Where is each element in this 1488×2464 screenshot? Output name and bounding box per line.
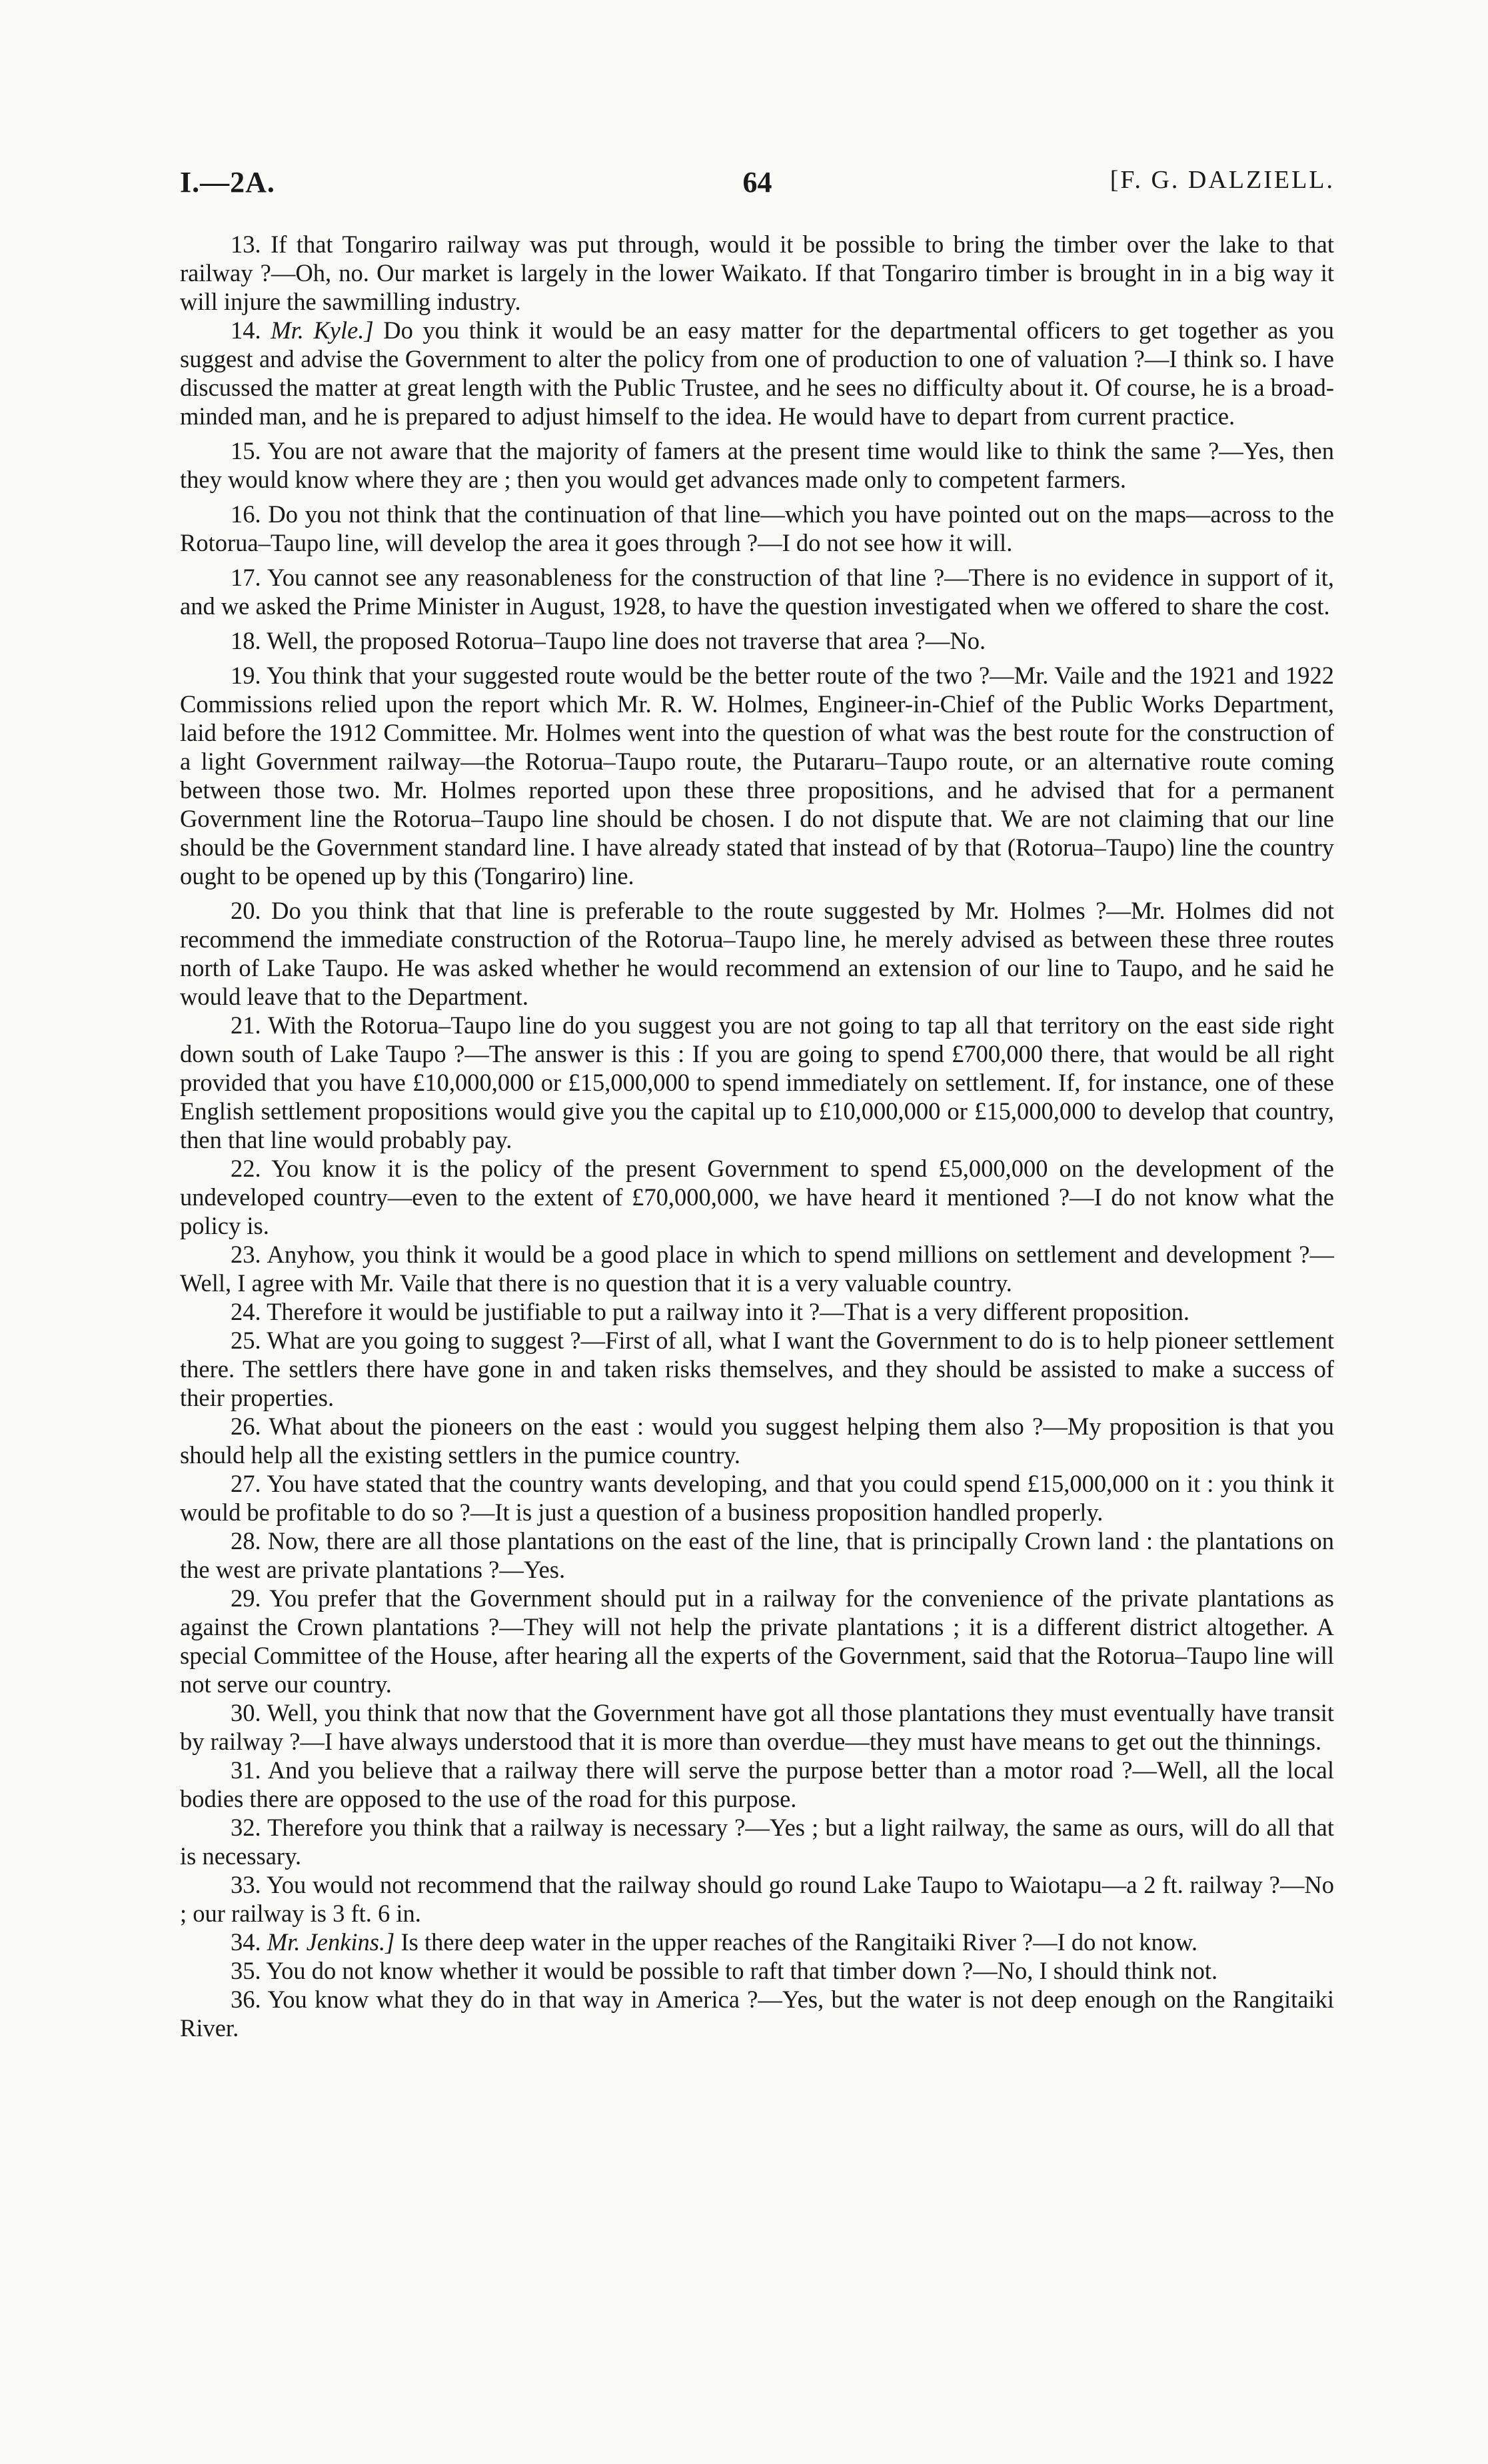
question-text: You have stated that the country wants developing, and that you could spend £15,000,000 on it : you think it would be profitable to do so ?—It is just a question of a business proposition handled properly.	[180, 1470, 1334, 1526]
question-text: You think that your suggested route would be the better route of the two ?—Mr. Vaile and the 1921 and 1922 Commissions relied upon the report which Mr. R. W. Holmes, Engineer-in-Chief of the Public Works Department, laid before the 1912 Committee. Mr. Holmes went into the question of what was the best route for the construction of a light Government railway—the Rotorua–Taupo route, the Putararu–Taupo route, or an alternative route coming between those two. Mr. Holmes reported upon these three propositions, and he advised that for a permanent Government line the Rotorua–Taupo line should be chosen. I do not dispute that. We are not claiming that our line should be the Government standard line. I have already stated that instead of by that (Rotorua–Taupo) line the country ought to be opened up by this (Tongariro) line.	[180, 662, 1334, 890]
question-text: You do not know whether it would be possible to raft that timber down ?—No, I should think not.	[266, 1957, 1218, 1984]
question-paragraph	[180, 1813, 1334, 1870]
question-paragraph	[180, 1412, 1334, 1469]
question-number: 15.	[231, 437, 261, 464]
question-text: Well, you think that now that the Government have got all those plantations they must eventually have transit by railway ?—I have always understood that it is more than overdue—they must have means to get out the thinnings.	[180, 1699, 1334, 1755]
question-paragraph	[180, 1756, 1334, 1813]
question-text: And you believe that a railway there will serve the purpose better than a motor road ?—Well, all the local bodies there are opposed to the use of the road for this purpose.	[180, 1756, 1334, 1812]
question-paragraph	[180, 1870, 1334, 1928]
question-paragraph	[180, 230, 1334, 316]
question-paragraph	[180, 1698, 1334, 1756]
question-paragraph	[180, 1956, 1334, 1985]
document-reference: I.—2A.	[180, 166, 275, 199]
question-number: 32.	[231, 1814, 261, 1841]
speaker-label: Mr. Kyle.]	[271, 316, 374, 344]
question-paragraph	[180, 1985, 1334, 2042]
question-text: You would not recommend that the railway should go round Lake Taupo to Waiotapu—a 2 ft. railway ?—No ; our railway is 3 ft. 6 in.	[180, 1871, 1334, 1927]
question-paragraph	[180, 563, 1334, 620]
question-text: Therefore it would be justifiable to put a railway into it ?—That is a very different proposition.	[267, 1298, 1190, 1325]
question-paragraph	[180, 661, 1334, 890]
question-number: 13.	[231, 231, 261, 258]
question-text: What about the pioneers on the east : would you suggest helping them also ?—My proposition is that you should help all the existing settlers in the pumice country.	[180, 1413, 1334, 1469]
document-body	[180, 230, 1334, 2042]
question-number: 17.	[231, 564, 261, 591]
question-paragraph	[180, 1154, 1334, 1240]
question-number: 14.	[231, 316, 261, 344]
question-text: Do you think it would be an easy matter for the departmental officers to get together as you suggest and advise the Government to alter the policy from one of production to one of valuation ?—I think so. I have discussed the matter at great length with the Public Trustee, and he sees no difficulty about it. Of course, he is a broad-minded man, and he is prepared to adjust himself to the idea. He would have to depart from current practice.	[180, 316, 1335, 430]
question-paragraph	[180, 436, 1334, 494]
question-number: 30.	[231, 1699, 261, 1726]
witness-name: [F. G. DALZIELL.	[1110, 166, 1335, 194]
question-number: 25.	[231, 1327, 261, 1354]
question-paragraph	[180, 500, 1334, 557]
question-number: 22.	[231, 1155, 261, 1182]
question-paragraph	[180, 316, 1334, 430]
question-paragraph	[180, 1527, 1334, 1584]
question-text: Do you think that that line is preferable to the route suggested by Mr. Holmes ?—Mr. Holmes did not recommend the immediate construction of the Rotorua–Taupo line, he merely advised as between these three routes north of Lake Taupo. He was asked whether he would recommend an extension of our line to Taupo, and he said he would leave that to the Department.	[180, 897, 1334, 1010]
question-number: 16.	[231, 500, 261, 528]
question-number: 24.	[231, 1298, 261, 1325]
question-number: 26.	[231, 1413, 261, 1440]
question-number: 31.	[231, 1756, 261, 1784]
question-number: 33.	[231, 1871, 261, 1898]
page-header	[180, 165, 1335, 205]
question-text: You cannot see any reasonableness for the construction of that line ?—There is no evidence in support of it, and we asked the Prime Minister in August, 1928, to have the question investigated when we offered to share the cost.	[180, 564, 1334, 620]
question-number: 27.	[231, 1470, 261, 1497]
question-paragraph	[180, 1240, 1334, 1297]
question-text: Anyhow, you think it would be a good place in which to spend millions on settlement and development ?—Well, I agree with Mr. Vaile that there is no question that it is a very valuable country.	[180, 1241, 1334, 1297]
question-text: You know it is the policy of the present Government to spend £5,000,000 on the development of the undeveloped country—even to the extent of £70,000,000, we have heard it mentioned ?—I do not know what the policy is.	[180, 1155, 1335, 1239]
question-text: If that Tongariro railway was put through, would it be possible to bring the timber over the lake to that railway ?—Oh, no. Our market is largely in the lower Waikato. If that Tongariro timber is brought in in a big way it will injure the sawmilling industry.	[180, 231, 1335, 315]
question-text: Now, there are all those plantations on the east of the line, that is principally Crown land : the plantations on the west are private plantations ?—Yes.	[180, 1527, 1335, 1583]
question-paragraph	[180, 1297, 1334, 1326]
question-paragraph	[180, 1326, 1334, 1412]
question-number: 18.	[231, 627, 261, 654]
question-number: 21.	[231, 1011, 261, 1039]
question-text: With the Rotorua–Taupo line do you suggest you are not going to tap all that territory on the east side right down south of Lake Taupo ?—The answer is this : If you are going to spend £700,000 there, that would be all right provided that you have £10,000,000 or £15,000,000 to spend immediately on settlement. If, for instance, one of these English settlement propositions would give you the capital up to £10,000,000 or £15,000,000 to develop that country, then that line would probably pay.	[180, 1011, 1335, 1153]
question-paragraph	[180, 896, 1334, 1011]
question-text: Therefore you think that a railway is necessary ?—Yes ; but a light railway, the same as ours, will do all that is necessary.	[180, 1814, 1334, 1870]
question-paragraph	[180, 626, 1334, 655]
question-number: 20.	[231, 897, 261, 924]
question-paragraph	[180, 1928, 1334, 1956]
question-number: 29.	[231, 1584, 261, 1612]
question-number: 36.	[231, 1986, 261, 2013]
page-number: 64	[742, 166, 772, 199]
question-text: You are not aware that the majority of famers at the present time would like to think the same ?—Yes, then they would know where they are ; then you would get advances made only to competent farmers.	[180, 437, 1334, 493]
question-text: What are you going to suggest ?—First of all, what I want the Government to do is to help pioneer settlement there. The settlers there have gone in and taken risks themselves, and they should be assisted to make a success of their properties.	[180, 1327, 1334, 1411]
question-text: Is there deep water in the upper reaches of the Rangitaiki River ?—I do not know.	[400, 1928, 1198, 1956]
question-number: 19.	[231, 662, 261, 689]
speaker-label: Mr. Jenkins.]	[267, 1928, 395, 1956]
question-number: 23.	[231, 1241, 261, 1268]
question-text: Well, the proposed Rotorua–Taupo line does not traverse that area ?—No.	[267, 627, 986, 654]
question-paragraph	[180, 1469, 1334, 1527]
question-text: Do you not think that the continuation of that line—which you have pointed out on the maps—across to the Rotorua–Taupo line, will develop the area it goes through ?—I do not see how it will.	[180, 500, 1335, 556]
question-text: You prefer that the Government should put in a railway for the convenience of the private plantations as against the Crown plantations ?—They will not help the private plantations ; it is a different district altogether. A special Committee of the House, after hearing all the experts of the Government, said that the Rotorua–Taupo line will not serve our country.	[180, 1584, 1334, 1698]
question-text: You know what they do in that way in America ?—Yes, but the water is not deep enough on the Rangitaiki River.	[180, 1986, 1334, 2042]
question-paragraph	[180, 1011, 1334, 1154]
question-number: 28.	[231, 1527, 261, 1554]
question-number: 34.	[231, 1928, 261, 1956]
question-paragraph	[180, 1584, 1334, 1698]
question-number: 35.	[231, 1957, 261, 1984]
